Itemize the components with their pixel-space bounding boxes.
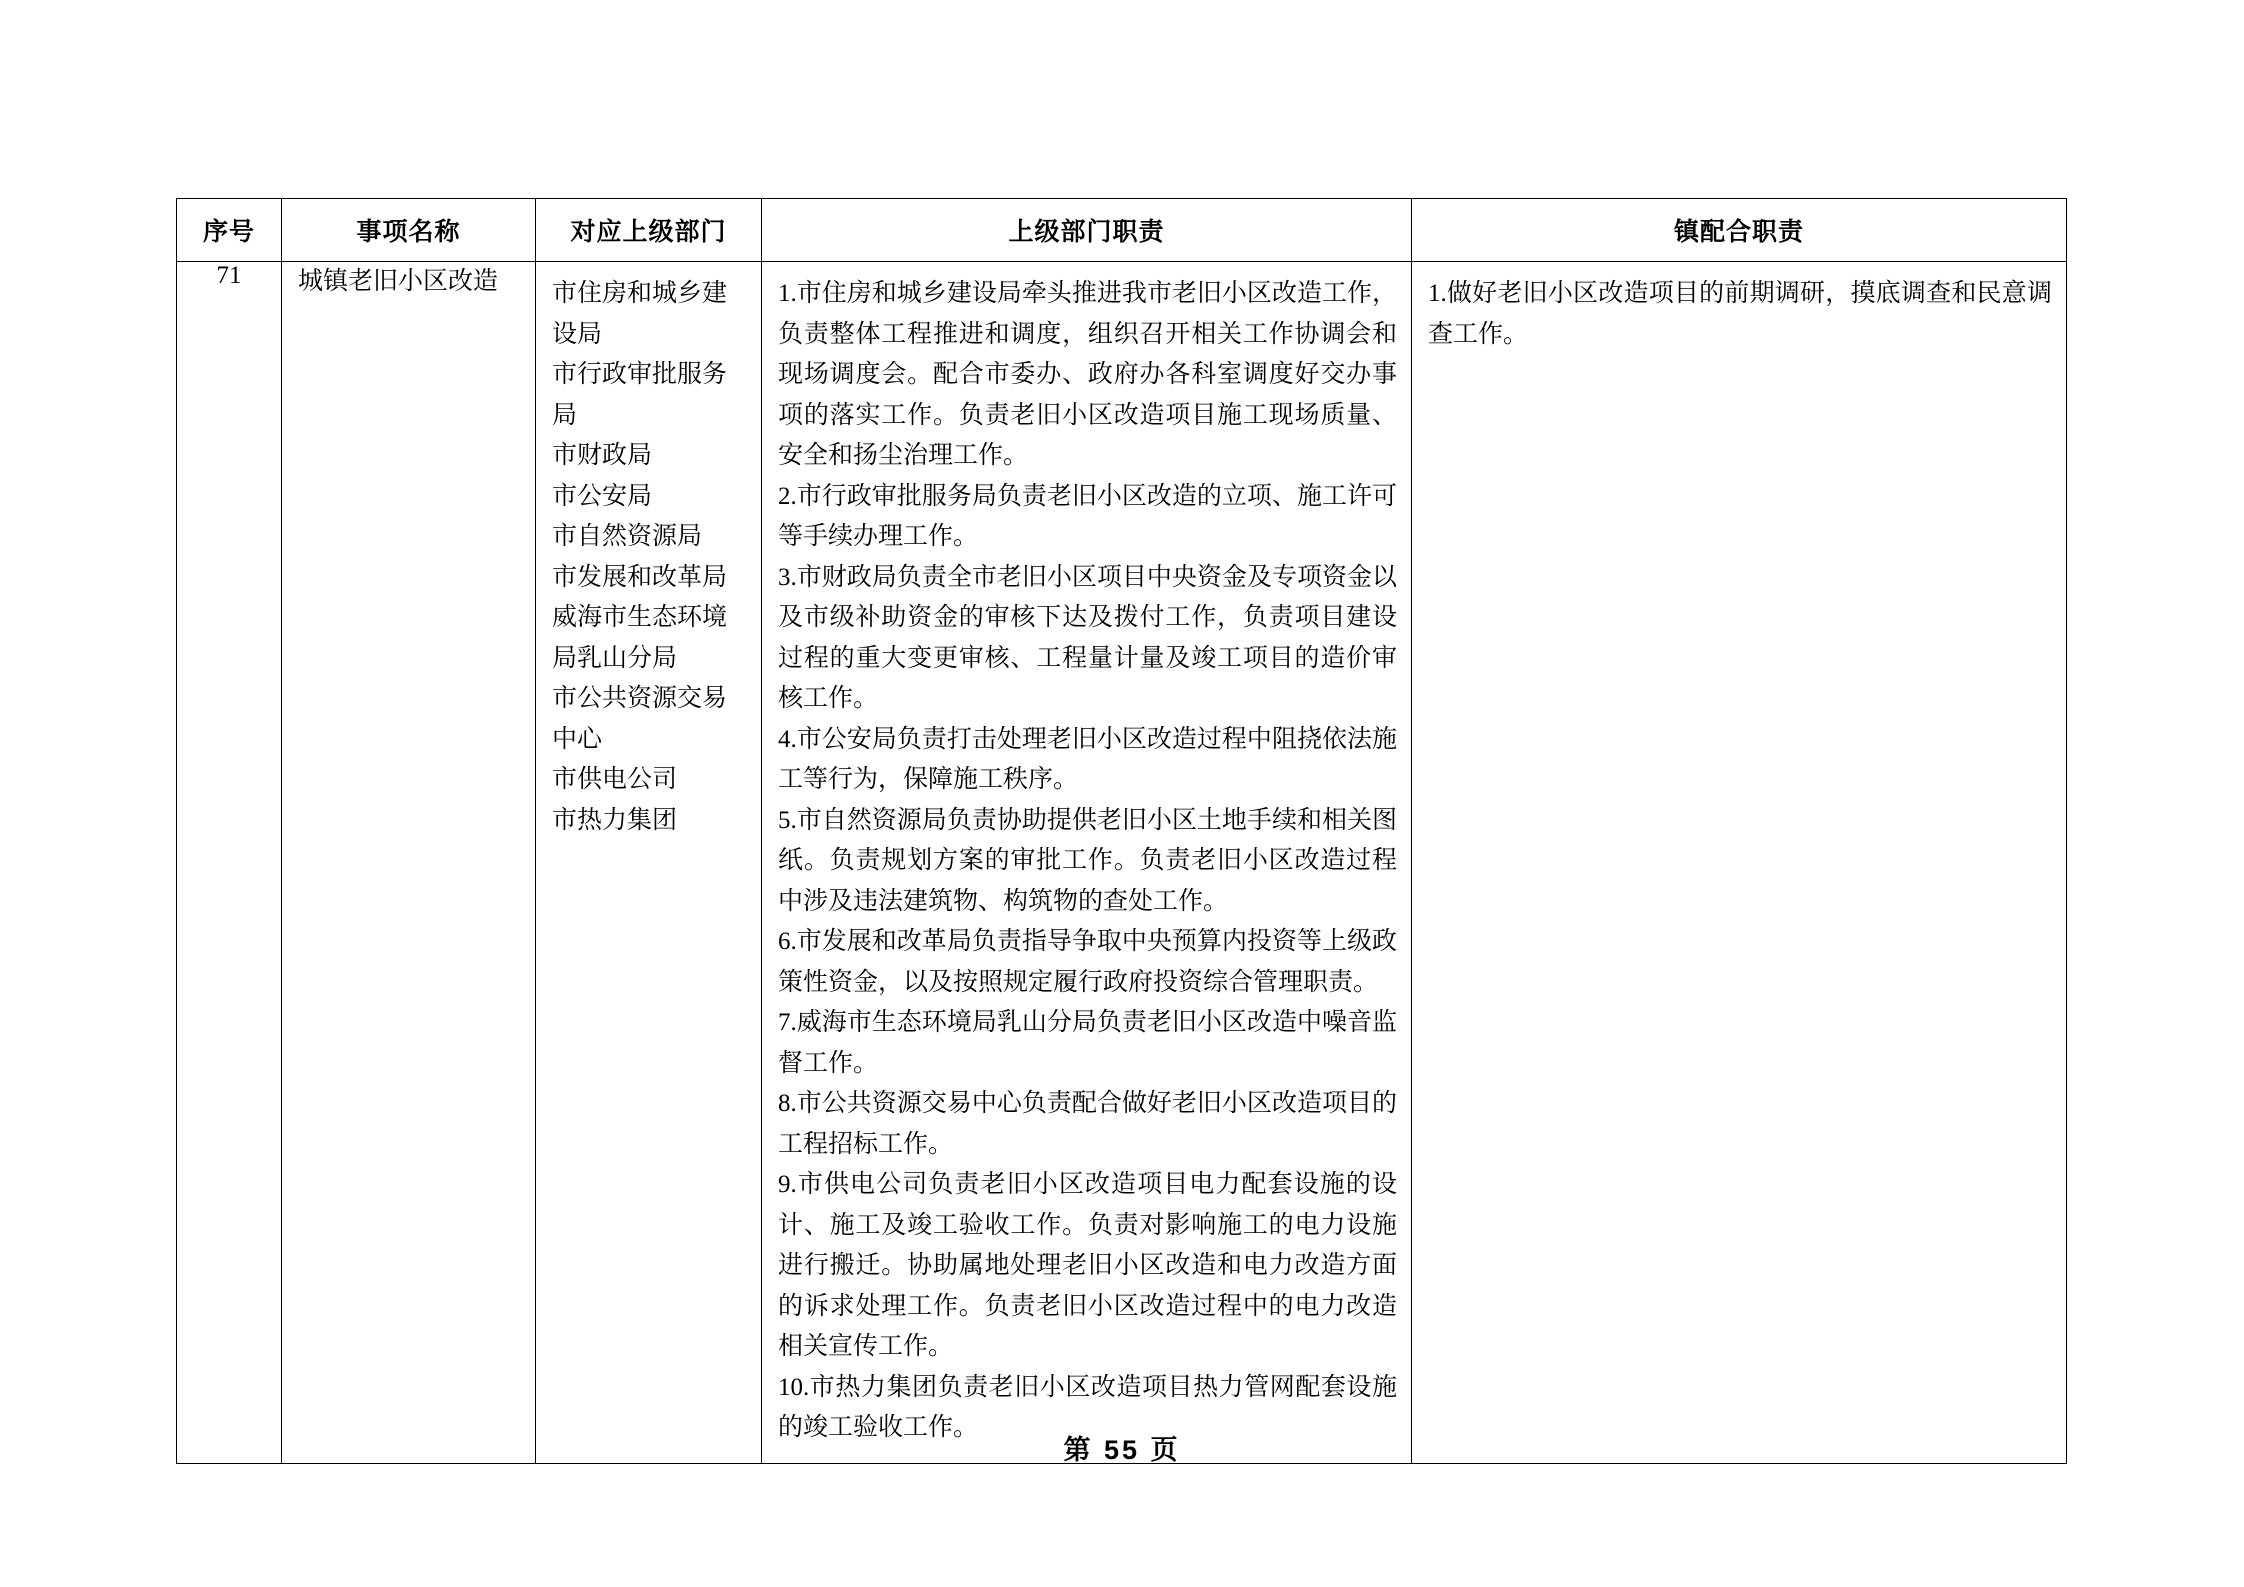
table-header-row — [177, 199, 2067, 262]
column-header-item-name: 事项名称 — [282, 199, 536, 262]
column-header-town-duty: 镇配合职责 — [1412, 199, 2067, 262]
item-name-text: 城镇老旧小区改造 — [298, 268, 499, 295]
cell-duties — [762, 262, 1412, 1464]
cell-seq: 71 — [177, 262, 282, 1464]
responsibility-table — [176, 198, 2067, 1464]
list-item: 市热力集团 — [552, 806, 678, 834]
list-item: 3.市财政局负责全市老旧小区项目中央资金及专项资金以及市级补助资金的审核下达及拨付工作，负责项目建设过程的重大变更审核、工程量计量及竣工项目的造价审核工作。 — [778, 563, 1397, 712]
list-item: 4.市公安局负责打击处理老旧小区改造过程中阻挠依法施工等行为，保障施工秩序。 — [778, 725, 1397, 793]
cell-item-name — [282, 262, 536, 1464]
list-item: 市供电公司 — [552, 766, 678, 793]
cell-departments — [536, 262, 762, 1464]
list-item: 2.市行政审批服务局负责老旧小区改造的立项、施工许可等手续办理工作。 — [778, 482, 1397, 550]
department-list-wrapper — [536, 262, 761, 855]
list-item: 1.做好老旧小区改造项目的前期调研，摸底调查和民意调查工作。 — [1428, 280, 2052, 348]
list-item: 市公共资源交易中心 — [552, 685, 728, 753]
list-item: 市发展和改革局 — [552, 563, 728, 591]
table-row — [177, 262, 2067, 1464]
list-item: 6.市发展和改革局负责指导争取中央预算内投资等上级政策性资金，以及按照规定履行政府投资综合管理职责。 — [778, 928, 1397, 996]
town-duty-list-wrapper — [1412, 262, 2066, 369]
list-item: 市自然资源局 — [552, 523, 703, 550]
list-item: 9.市供电公司负责老旧小区改造项目电力配套设施的设计、施工及竣工验收工作。负责对影响施工的电力设施进行搬迁。协助属地处理老旧小区改造和电力改造方面的诉求处理工作。负责老旧小区改造过程中的电力改造相关宣传工作。 — [778, 1171, 1397, 1360]
duty-list — [778, 274, 1397, 1449]
list-item: 7.威海市生态环境局乳山分局负责老旧小区改造中噪音监督工作。 — [778, 1009, 1397, 1077]
list-item: 市公安局 — [552, 482, 653, 510]
list-item: 10.市热力集团负责老旧小区改造项目热力管网配套设施的竣工验收工作。 — [778, 1373, 1397, 1441]
page-number-label: 第 55 页 — [1063, 1435, 1181, 1465]
department-list — [552, 274, 747, 841]
column-header-seq: 序号 — [177, 199, 282, 262]
town-duty-list — [1428, 274, 2052, 355]
list-item: 1.市住房和城乡建设局牵头推进我市老旧小区改造工作，负责整体工程推进和调度，组织召开相关工作协调会和现场调度会。配合市委办、政府办各科室调度好交办事项的落实工作。负责老旧小区改造项目施工现场质量、安全和扬尘治理工作。 — [778, 280, 1397, 469]
list-item: 市财政局 — [552, 442, 653, 469]
column-header-department: 对应上级部门 — [536, 199, 762, 262]
list-item: 威海市生态环境局乳山分局 — [552, 604, 728, 672]
list-item: 市住房和城乡建设局 — [552, 280, 728, 348]
list-item: 市行政审批服务局 — [552, 361, 728, 429]
list-item: 8.市公共资源交易中心负责配合做好老旧小区改造项目的工程招标工作。 — [778, 1090, 1397, 1158]
duty-list-wrapper — [762, 262, 1411, 1463]
column-header-duty: 上级部门职责 — [762, 199, 1412, 262]
list-item: 5.市自然资源局负责协助提供老旧小区土地手续和相关图纸。负责规划方案的审批工作。负责老旧小区改造过程中涉及违法建筑物、构筑物的查处工作。 — [778, 806, 1397, 915]
cell-town-duties — [1412, 262, 2067, 1464]
page-footer — [0, 1428, 2244, 1467]
